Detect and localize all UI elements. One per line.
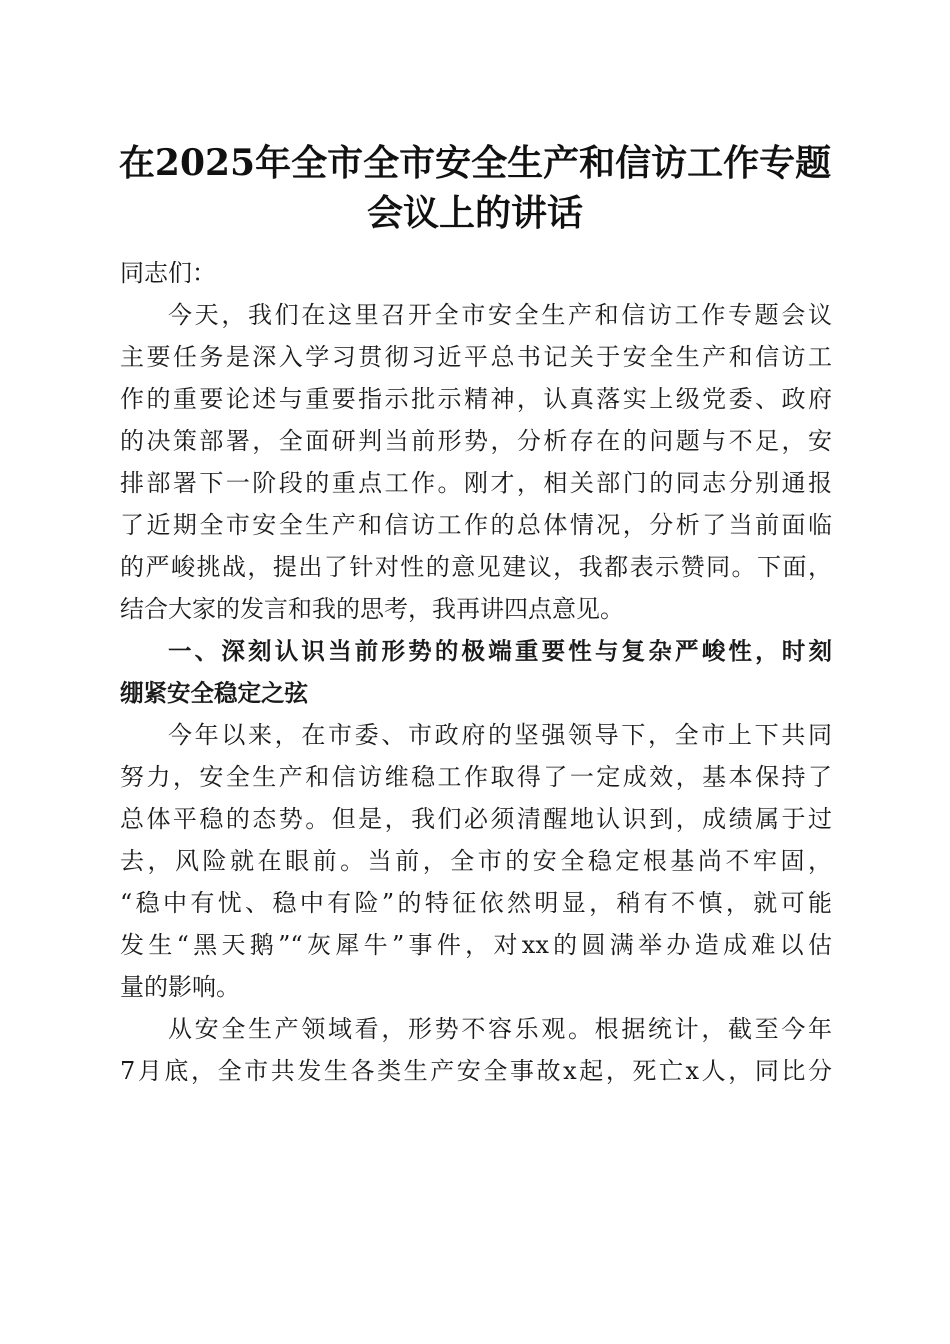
heading-line: 绷紧安全稳定之弦 <box>120 679 308 707</box>
paragraph-safety <box>120 1008 832 1092</box>
paragraph-line: 今天，我们在这里召开全市安全生产和信访工作专题会议 <box>168 301 832 329</box>
paragraph-line: 主要任务是深入学习贯彻习近平总书记关于安全生产和信访工 <box>120 343 832 371</box>
paragraph-line: 的严峻挑战，提出了针对性的意见建议，我都表示赞同。下面， <box>120 553 832 581</box>
paragraph-line: 结合大家的发言和我的思考，我再讲四点意见。 <box>120 595 624 623</box>
paragraph-line: 努力，安全生产和信访维稳工作取得了一定成效，基本保持了 <box>120 763 832 791</box>
paragraph-line: “稳中有忧、稳中有险”的特征依然明显，稍有不慎，就可能 <box>120 889 832 917</box>
paragraph-situation <box>120 714 832 1008</box>
title-line: 在2025年全市全市安全生产和信访工作专题 <box>118 142 832 184</box>
section-heading-1 <box>120 630 832 714</box>
document-title <box>100 138 850 238</box>
paragraph-line: 去，风险就在眼前。当前，全市的安全稳定根基尚不牢固， <box>120 847 832 875</box>
paragraph-line: 作的重要论述与重要指示批示精神，认真落实上级党委、政府 <box>120 385 832 413</box>
paragraph-line: 今年以来，在市委、市政府的坚强领导下，全市上下共同 <box>168 721 832 749</box>
paragraph-intro <box>120 294 832 630</box>
paragraph-line: 的决策部署，全面研判当前形势，分析存在的问题与不足，安 <box>120 427 832 455</box>
paragraph-line: 总体平稳的态势。但是，我们必须清醒地认识到，成绩属于过 <box>120 805 832 833</box>
paragraph-line: 了近期全市安全生产和信访工作的总体情况，分析了当前面临 <box>120 511 832 539</box>
heading-line: 一、深刻认识当前形势的极端重要性与复杂严峻性，时刻 <box>168 637 832 665</box>
paragraph-line: 从安全生产领域看，形势不容乐观。根据统计，截至今年 <box>168 1015 832 1043</box>
document-body <box>120 252 832 1092</box>
title-line: 会议上的讲话 <box>366 192 583 234</box>
paragraph-line: 量的影响。 <box>120 973 240 1001</box>
salutation: 同志们： <box>120 259 216 287</box>
paragraph-line: 7月底，全市共发生各类生产安全事故x起，死亡x人，同比分 <box>120 1057 832 1085</box>
paragraph-line: 排部署下一阶段的重点工作。刚才，相关部门的同志分别通报 <box>120 469 832 497</box>
paragraph-line: 发生“黑天鹅”“灰犀牛”事件，对xx的圆满举办造成难以估 <box>120 931 832 959</box>
